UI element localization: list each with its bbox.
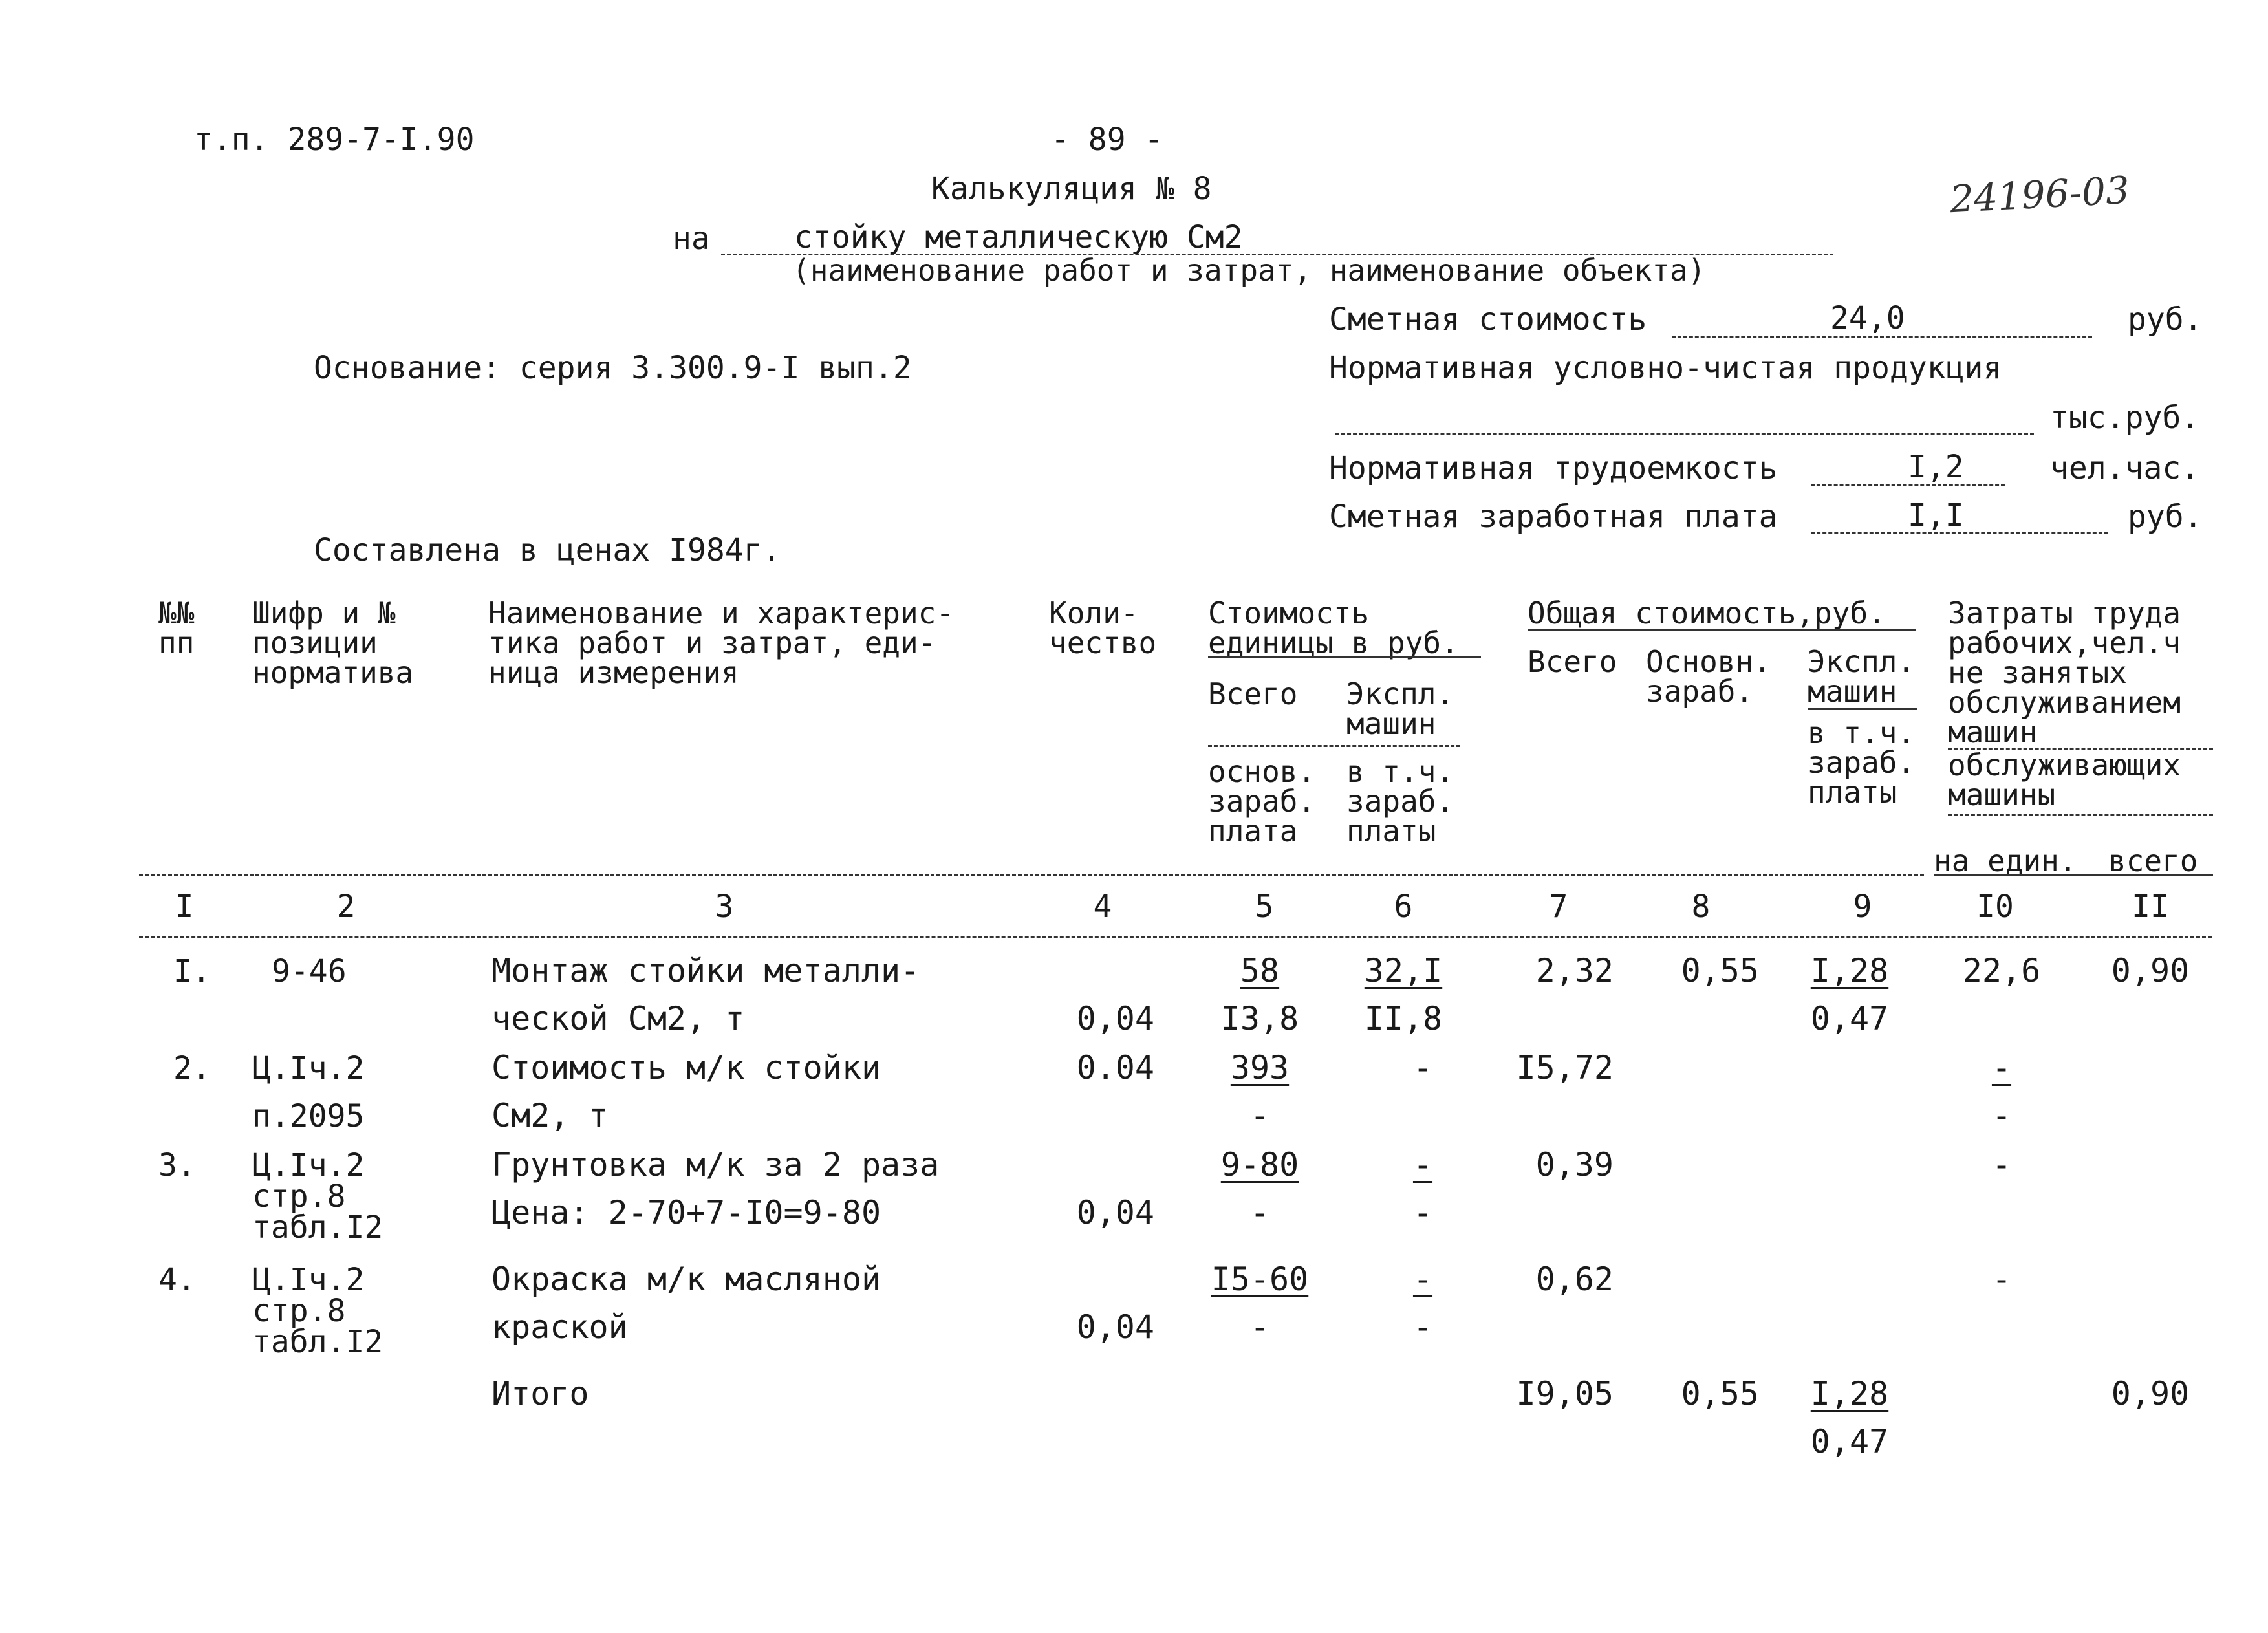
table-row-3-c5a: 9-80 xyxy=(1220,1146,1299,1184)
header-col8: Основн. зараб. xyxy=(1646,644,1771,709)
table-row-3-c6b: - xyxy=(1412,1194,1433,1231)
table-row-1-c9a: I,28 xyxy=(1810,952,1889,990)
colnum-1: I xyxy=(175,889,194,925)
header-col-qty: Коли- чество xyxy=(1049,596,1157,660)
product-unit: тыс.руб. xyxy=(2050,400,2200,436)
cost-line xyxy=(1672,336,2092,338)
table-row-1-c5b: I3,8 xyxy=(1220,1000,1299,1037)
table-row-4-c10: - xyxy=(1991,1260,2012,1298)
header-col1011-underline xyxy=(1934,874,2213,876)
table-row-2-name-line2: См2, т xyxy=(491,1097,609,1134)
labor-line xyxy=(1811,484,2005,486)
subject-name: стойку металлическую См2 xyxy=(794,219,1243,255)
table-row-4-code2: стр.8 xyxy=(252,1293,346,1329)
header-col9-bottom: в т.ч. зараб. платы xyxy=(1808,715,1916,810)
colnum-3: 3 xyxy=(715,889,734,925)
table-row-2-name-line1: Стоимость м/к стойки xyxy=(491,1049,881,1087)
table-row-3-code2: стр.8 xyxy=(252,1178,346,1215)
table-row-2-c10b: - xyxy=(1991,1097,2012,1134)
table-row-3-name-line2: Цена: 2-70+7-I0=9-80 xyxy=(491,1194,881,1231)
header-labor-group: Затраты труда рабочих,чел.ч xyxy=(1948,596,2181,660)
total-label: Итого xyxy=(491,1375,589,1412)
table-row-1-qty: 0,04 xyxy=(1076,1000,1154,1037)
labor-unit: чел.час. xyxy=(2050,450,2200,486)
table-row-4-qty: 0,04 xyxy=(1076,1308,1154,1346)
table-row-1-c6a: 32,I xyxy=(1364,952,1443,990)
header-labor-top: не занятых обслуживанием машин xyxy=(1948,655,2181,750)
table-row-3-code: Ц.Iч.2 xyxy=(252,1147,365,1184)
table-row-3-num: 3. xyxy=(158,1147,196,1184)
header-labor-divider-2 xyxy=(1948,814,2213,816)
table-row-4-c5a: I5-60 xyxy=(1211,1260,1309,1298)
cost-value: 24,0 xyxy=(1830,300,1905,336)
colnum-7: 7 xyxy=(1549,889,1568,925)
table-row-2-qty: 0.04 xyxy=(1076,1049,1154,1087)
doc-ref: т.п. 289-7-I.90 xyxy=(194,122,475,158)
handwritten-code: 24196-03 xyxy=(1949,168,2131,222)
colnum-2: 2 xyxy=(336,889,356,925)
colnum-9: 9 xyxy=(1853,889,1872,925)
table-row-3-c7: 0,39 xyxy=(1535,1146,1614,1184)
table-row-1-c11: 0,90 xyxy=(2111,952,2190,990)
prices-note: Составлена в ценах I984г. xyxy=(314,532,781,568)
colnum-6: 6 xyxy=(1394,889,1413,925)
table-row-1-c10: 22,6 xyxy=(1962,952,2041,990)
table-row-2-c10a: - xyxy=(1991,1049,2012,1087)
header-col6-bottom: в т.ч. зараб. платы xyxy=(1346,754,1454,849)
header-col-code: Шифр и № позиции норматива xyxy=(252,596,414,690)
colnum-8: 8 xyxy=(1691,889,1711,925)
header-col-name: Наименование и характерис- тика работ и затрат, еди- ница измерения xyxy=(488,596,955,690)
table-row-4-name-line2: краской xyxy=(491,1308,628,1346)
basis: Основание: серия 3.300.9-I вып.2 xyxy=(314,350,912,386)
table-row-1-name-line1: Монтаж стойки металли- xyxy=(491,952,920,990)
table-row-2-c5b: - xyxy=(1249,1097,1270,1134)
table-row-2-c7: I5,72 xyxy=(1516,1049,1614,1087)
table-row-2-c6a: - xyxy=(1412,1049,1433,1087)
table-row-3-name-line1: Грунтовка м/к за 2 раза xyxy=(491,1146,940,1184)
total-c7: I9,05 xyxy=(1516,1375,1614,1412)
header-col-num: №№ пп xyxy=(158,596,195,660)
table-row-4-c5b: - xyxy=(1249,1308,1270,1346)
table-row-1-c7: 2,32 xyxy=(1535,952,1614,990)
wage-line xyxy=(1811,532,2108,534)
header-total-cost-underline xyxy=(1528,629,1916,631)
table-row-2-code2: п.2095 xyxy=(252,1098,365,1134)
colnum-10: I0 xyxy=(1976,889,2014,925)
labor-value: I,2 xyxy=(1908,449,1964,485)
header-unit-cost-underline xyxy=(1208,656,1481,658)
subject-prefix: на xyxy=(673,221,710,257)
header-col9-top: Экспл. машин xyxy=(1808,644,1916,709)
subject-caption: (наименование работ и затрат, наименование объекта) xyxy=(792,253,1706,288)
labor-label: Нормативная трудоемкость xyxy=(1329,450,1778,486)
table-row-3-c10: - xyxy=(1991,1146,2012,1184)
table-row-1-c6b: II,8 xyxy=(1364,1000,1443,1037)
table-row-3-c6a: - xyxy=(1412,1146,1433,1184)
header-labor-bottom: обслуживающих машины xyxy=(1948,748,2181,812)
header-col7: Всего xyxy=(1528,644,1617,679)
table-row-1-code: 9-46 xyxy=(272,953,347,990)
table-row-1-name-line2: ческой См2, т xyxy=(491,1000,745,1037)
total-c9b: 0,47 xyxy=(1810,1423,1889,1460)
total-c9a: I,28 xyxy=(1810,1375,1889,1412)
table-row-2-code: Ц.Iч.2 xyxy=(252,1050,365,1087)
header-col6-top: Экспл. машин xyxy=(1346,676,1454,741)
cost-label: Сметная стоимость xyxy=(1329,301,1647,338)
table-row-4-num: 4. xyxy=(158,1262,196,1298)
wage-value: I,I xyxy=(1908,497,1964,534)
header-col5-bottom: основ. зараб. плата xyxy=(1208,754,1316,849)
table-row-2-c5a: 393 xyxy=(1230,1049,1290,1087)
table-row-4-code: Ц.Iч.2 xyxy=(252,1262,365,1298)
table-row-1-c9b: 0,47 xyxy=(1810,1000,1889,1037)
wage-unit: руб. xyxy=(2128,499,2203,535)
page-number: - 89 - xyxy=(1051,122,1163,158)
table-row-1-c8: 0,55 xyxy=(1681,952,1759,990)
table-row-4-name-line1: Окраска м/к масляной xyxy=(491,1260,881,1298)
table-row-1-c5a: 58 xyxy=(1240,952,1280,990)
header-unit-cost-group: Стоимость единицы в руб. xyxy=(1208,596,1459,660)
header-col10: на един. xyxy=(1934,843,2077,878)
table-row-1-num: I. xyxy=(173,953,211,990)
table-row-4-c6b: - xyxy=(1412,1308,1433,1346)
table-row-2-num: 2. xyxy=(173,1050,211,1087)
table-row-4-c6a: - xyxy=(1412,1260,1433,1298)
document-title: Калькуляция № 8 xyxy=(931,171,1212,207)
colnum-4: 4 xyxy=(1093,889,1112,925)
product-label: Нормативная условно-чистая продукция xyxy=(1329,350,2002,386)
table-row-4-c7: 0,62 xyxy=(1535,1260,1614,1298)
header-col9-underline xyxy=(1808,708,1917,710)
table-row-3-qty: 0,04 xyxy=(1076,1194,1154,1231)
colnum-11: II xyxy=(2132,889,2169,925)
wage-label: Сметная заработная плата xyxy=(1329,499,1778,535)
header-bottom-line xyxy=(139,874,1924,876)
table-row-4-code3: табл.I2 xyxy=(252,1324,383,1360)
cost-unit: руб. xyxy=(2128,301,2203,338)
total-c11: 0,90 xyxy=(2111,1375,2190,1412)
header-col5-top: Всего xyxy=(1208,676,1298,711)
header-col56-divider xyxy=(1208,745,1460,747)
colnum-bottom-line xyxy=(139,936,2212,938)
header-total-cost-group: Общая стоимость,руб. xyxy=(1528,596,1886,631)
header-col11: всего xyxy=(2108,843,2198,878)
table-row-3-code3: табл.I2 xyxy=(252,1209,383,1246)
product-line xyxy=(1335,433,2034,435)
colnum-5: 5 xyxy=(1255,889,1274,925)
total-c8: 0,55 xyxy=(1681,1375,1759,1412)
table-row-3-c5b: - xyxy=(1249,1194,1270,1231)
